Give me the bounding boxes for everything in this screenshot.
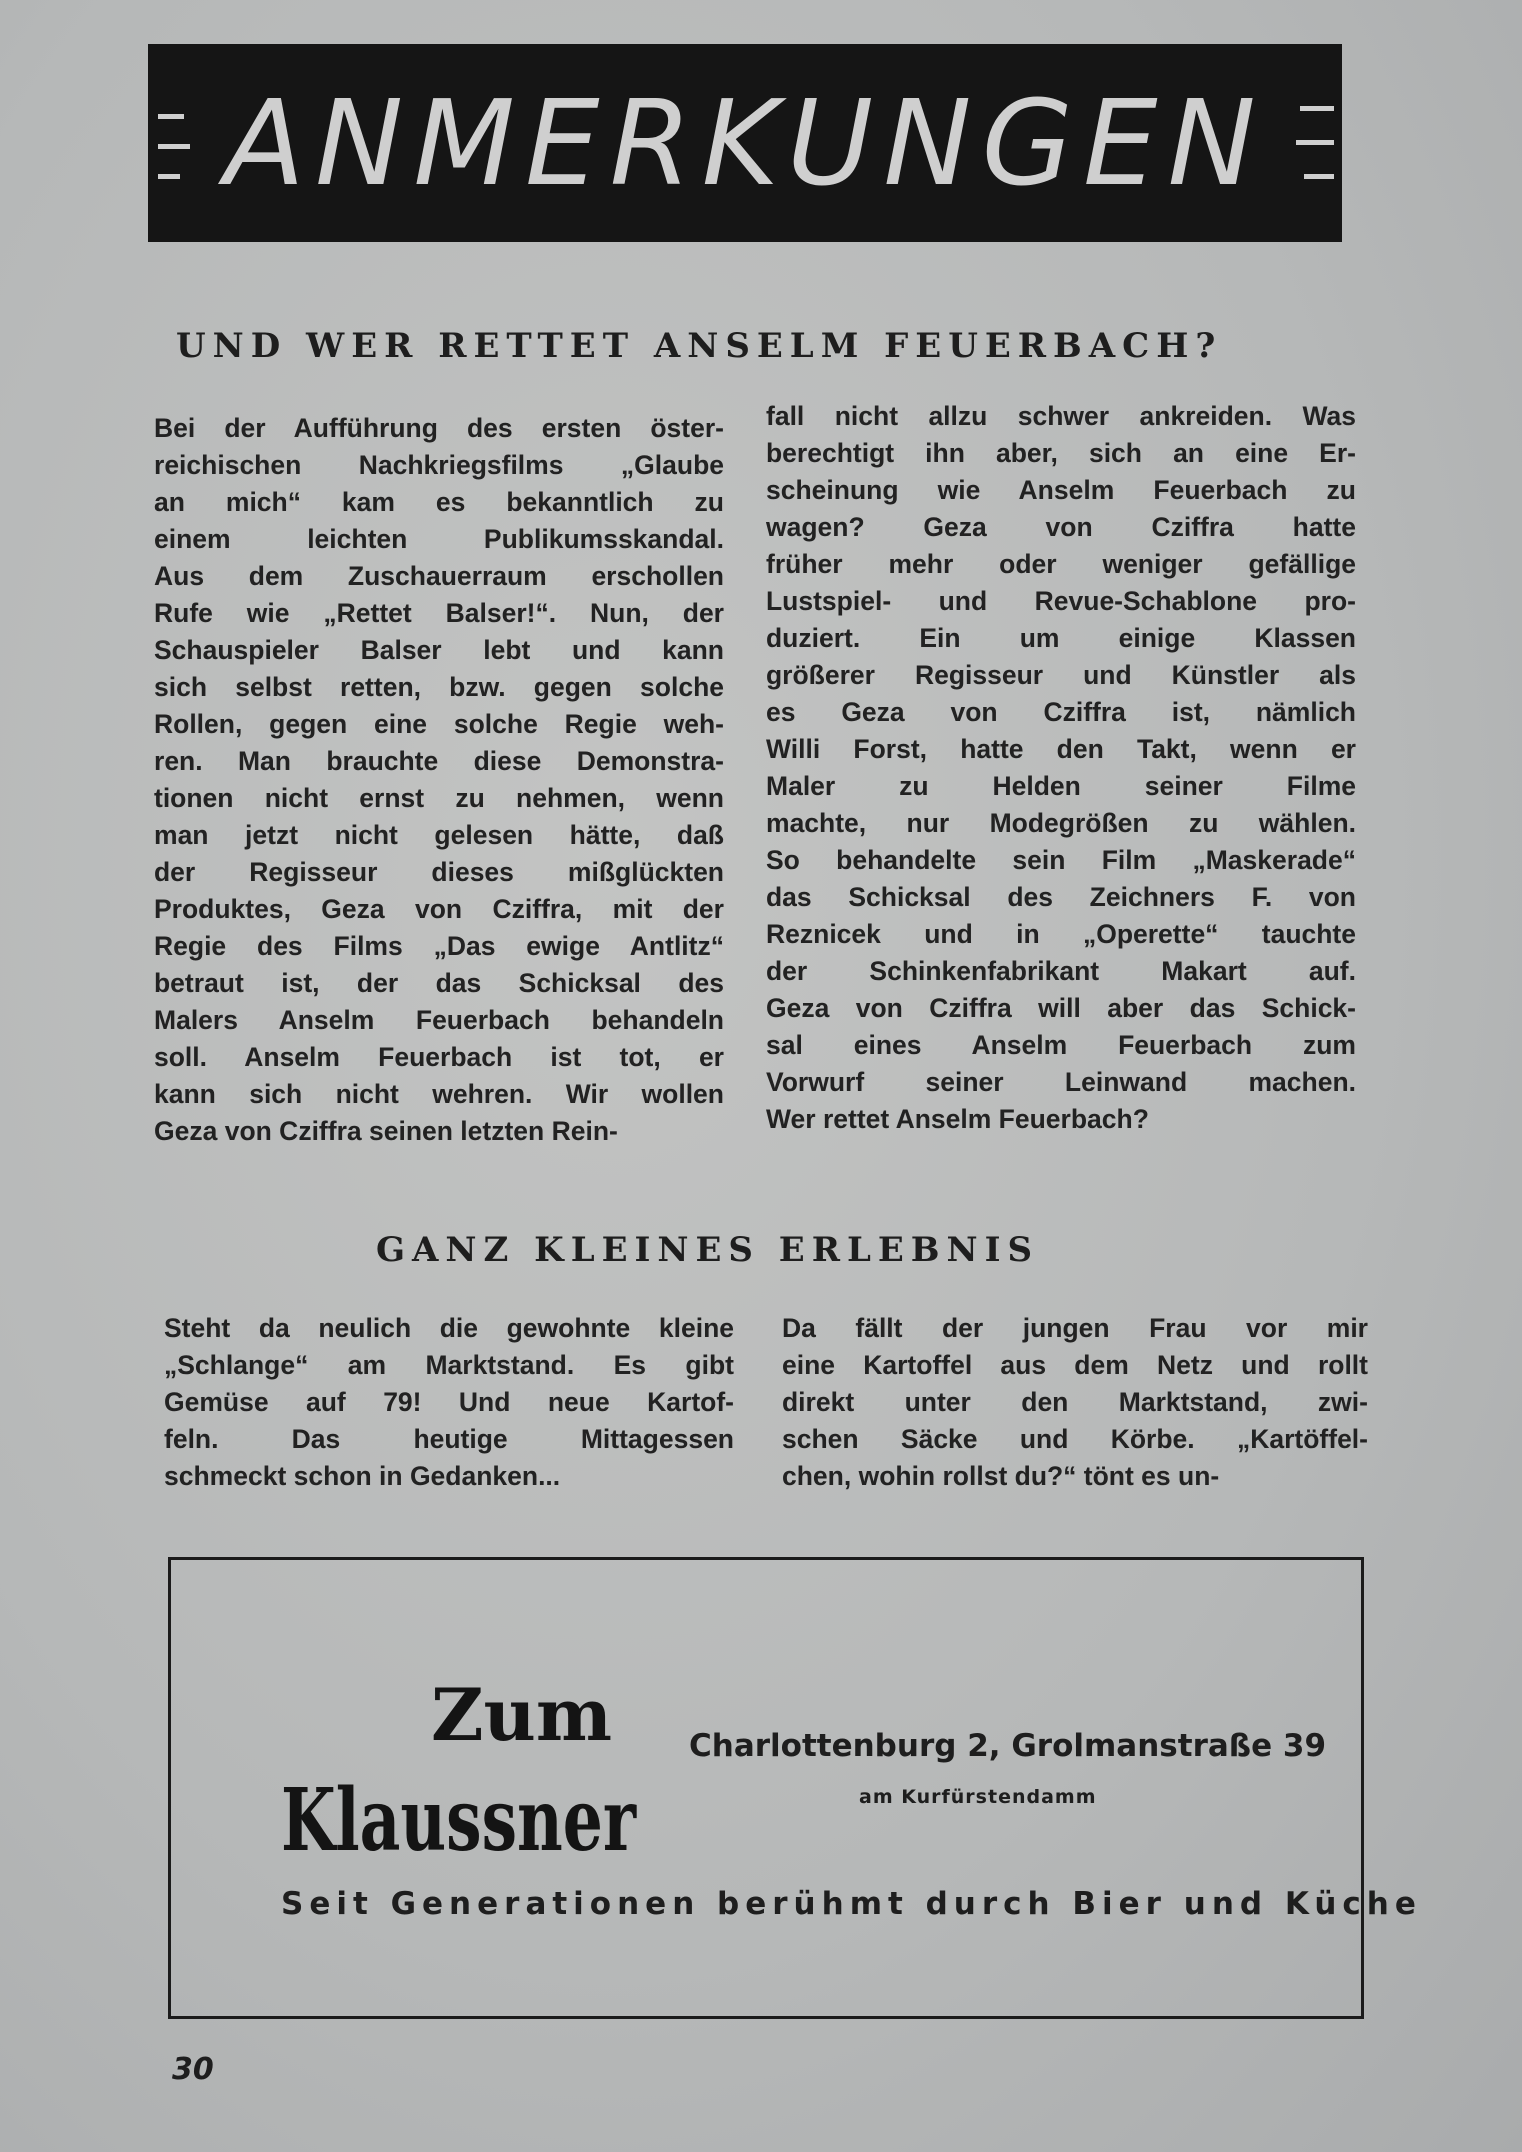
text-line: Lustspiel- und Revue-Schablone pro- [766, 586, 1356, 616]
text-line: chen, wohin rollst du?“ tönt es un- [782, 1461, 1220, 1491]
page-number: 30 [172, 2052, 214, 2087]
text-line: Maler zu Helden seiner Filme [766, 771, 1356, 801]
text-line: Geza von Cziffra seinen letzten Rein- [154, 1116, 618, 1146]
text-line: kann sich nicht wehren. Wir wollen [154, 1079, 724, 1109]
header-banner [148, 44, 1342, 242]
text-line: machte, nur Modegrößen zu wählen. [766, 808, 1356, 838]
text-line: einem leichten Publikumsskandal. [154, 524, 724, 554]
text-line: der Schinkenfabrikant Makart auf. [766, 956, 1356, 986]
text-line: schen Säcke und Körbe. „Kartöffel- [782, 1424, 1368, 1454]
text-line: Malers Anselm Feuerbach behandeln [154, 1005, 724, 1035]
text-line: Wer rettet Anselm Feuerbach? [766, 1104, 1149, 1134]
text-line: eine Kartoffel aus dem Netz und rollt [782, 1350, 1368, 1380]
text-line: soll. Anselm Feuerbach ist tot, er [154, 1042, 724, 1072]
text-line: betraut ist, der das Schicksal des [154, 968, 724, 998]
text-line: reichischen Nachkriegsfilms „Glaube [154, 450, 724, 480]
text-line: Da fällt der jungen Frau vor mir [782, 1313, 1368, 1343]
logo-word-zum: Zum [431, 1672, 613, 1757]
text-line: Bei der Aufführung des ersten öster- [154, 413, 724, 443]
text-line: Produktes, Geza von Cziffra, mit der [154, 894, 724, 924]
article-headline: UND WER RETTET ANSELM FEUERBACH? [176, 326, 1223, 366]
ad-subaddress: am Kurfürstendamm [859, 1786, 1097, 1808]
text-line: duziert. Ein um einige Klassen [766, 623, 1356, 653]
text-line: an mich“ kam es bekanntlich zu [154, 487, 724, 517]
text-line: Aus dem Zuschauerraum erschollen [154, 561, 724, 591]
text-line: sal eines Anselm Feuerbach zum [766, 1030, 1356, 1060]
text-line: Gemüse auf 79! Und neue Kartof- [164, 1387, 734, 1417]
text-line: Rufe wie „Rettet Balser!“. Nun, der [154, 598, 724, 628]
section-title: ANMERKUNGEN [224, 74, 1266, 212]
text-line: berechtigt ihn aber, sich an eine Er- [766, 438, 1356, 468]
text-line: sich selbst retten, bzw. gegen solche [154, 672, 724, 702]
text-line: Steht da neulich die gewohnte kleine [164, 1313, 734, 1343]
text-line: Willi Forst, hatte den Takt, wenn er [766, 734, 1356, 764]
text-line: Rollen, gegen eine solche Regie weh- [154, 709, 724, 739]
text-line: tionen nicht ernst zu nehmen, wenn [154, 783, 724, 813]
text-line: es Geza von Cziffra ist, nämlich [766, 697, 1356, 727]
text-line: größerer Regisseur und Künstler als [766, 660, 1356, 690]
logo-word-name: Klaussner [281, 1770, 638, 1871]
article-column-left [154, 410, 724, 1150]
article-column-right [766, 398, 1356, 1138]
text-line: direkt unter den Marktstand, zwi- [782, 1387, 1368, 1417]
ad-address: Charlottenburg 2, Grolmanstraße 39 [689, 1728, 1327, 1764]
restaurant-logo [281, 1660, 641, 1880]
text-line: Reznicek und in „Operette“ tauchte [766, 919, 1356, 949]
text-line: das Schicksal des Zeichners F. von [766, 882, 1356, 912]
text-line: früher mehr oder weniger gefällige [766, 549, 1356, 579]
advertisement [168, 1557, 1422, 2019]
text-line: „Schlange“ am Marktstand. Es gibt [164, 1350, 734, 1380]
text-line: Vorwurf seiner Leinwand machen. [766, 1067, 1356, 1097]
text-line: der Regisseur dieses mißglückten [154, 857, 724, 887]
article-column-left [164, 1310, 734, 1495]
text-line: schmeckt schon in Gedanken... [164, 1461, 561, 1491]
text-line: Regie des Films „Das ewige Antlitz“ [154, 931, 724, 961]
article-headline: GANZ KLEINES ERLEBNIS [376, 1230, 1040, 1270]
article-column-right [782, 1310, 1368, 1495]
text-line: wagen? Geza von Cziffra hatte [766, 512, 1356, 542]
text-line: fall nicht allzu schwer ankreiden. Was [766, 401, 1356, 431]
ad-slogan: Seit Generationen berühmt durch Bier und Küche [281, 1886, 1422, 1922]
text-line: ren. Man brauchte diese Demonstra- [154, 746, 724, 776]
text-line: Geza von Cziffra will aber das Schick- [766, 993, 1356, 1023]
text-line: Schauspieler Balser lebt und kann [154, 635, 724, 665]
text-line: feln. Das heutige Mittagessen [164, 1424, 734, 1454]
text-line: man jetzt nicht gelesen hätte, daß [154, 820, 724, 850]
text-line: So behandelte sein Film „Maskerade“ [766, 845, 1356, 875]
text-line: scheinung wie Anselm Feuerbach zu [766, 475, 1356, 505]
